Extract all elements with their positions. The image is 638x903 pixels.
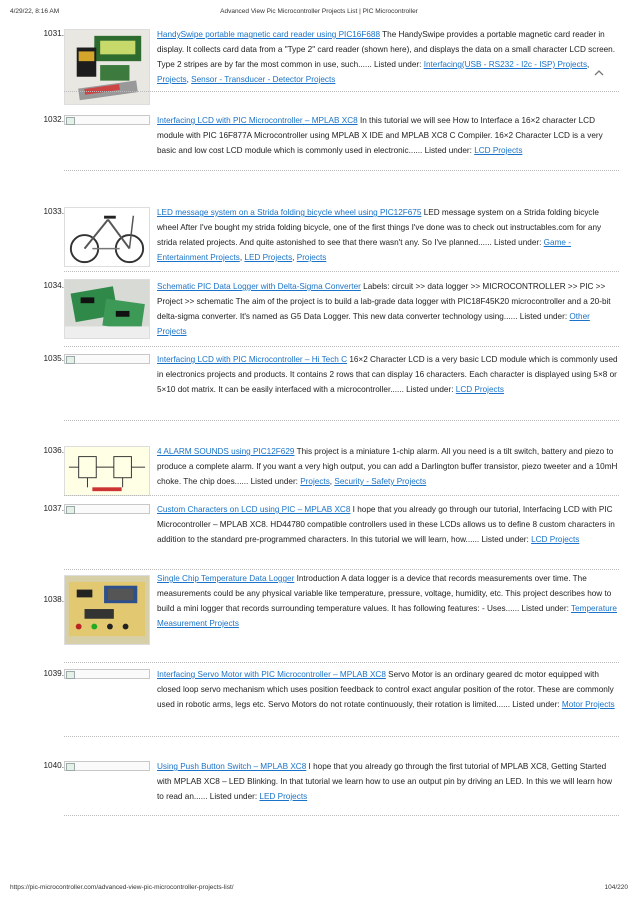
entry-divider	[64, 736, 619, 737]
category-link[interactable]: Temperature Measurement Projects	[157, 604, 617, 628]
project-title-link[interactable]: LED message system on a Strida folding bicycle wheel using PIC12F675	[157, 208, 422, 217]
category-link[interactable]: Game - Entertainment Projects	[157, 238, 571, 262]
project-title-link[interactable]: Interfacing LCD with PIC Microcontroller – MPLAB XC8	[157, 116, 358, 125]
entry-text	[157, 502, 619, 547]
entry-number: 1031.	[43, 29, 64, 38]
print-datetime: 4/29/22, 8:16 AM	[10, 8, 60, 15]
entry-number: 1033.	[43, 207, 64, 216]
entry-divider	[64, 346, 619, 347]
project-description: I hope that you already go through our tutorial, Interfacing LCD with PIC Microcontroller – MPLAB XC8. HD44780 compatible controllers used in these LCDs allows us to define 8 custom characters in addition to the standard pre-programmed characters. In this tutorial we will learn, how...... Listed under:	[157, 505, 615, 544]
category-link[interactable]: Sensor - Transducer - Detector Projects	[191, 75, 336, 84]
category-link[interactable]: LCD Projects	[455, 385, 504, 394]
project-title-link[interactable]: HandySwipe portable magnetic card reader using PIC16F688	[157, 30, 381, 39]
print-header	[0, 8, 638, 18]
print-title: Advanced View Pic Microcontroller Projects List | PIC Microcontroller	[220, 8, 418, 15]
project-thumbnail[interactable]	[64, 115, 150, 125]
entry-divider	[64, 495, 619, 496]
category-link[interactable]: LED Projects	[259, 792, 308, 801]
project-thumbnail[interactable]	[64, 575, 150, 645]
project-description: This project is a miniature 1-chip alarm. All you need is a tilt switch, battery and piezo to produce a complete alarm. If you want a very high output, you can add a Darlington buffer transistor, piezo tweeter and a 10mH choke. The chip does...... Listed under:	[157, 447, 618, 486]
entry-text	[157, 759, 619, 804]
project-title-link[interactable]: Interfacing Servo Motor with PIC Microcontroller – MPLAB XC8	[157, 670, 386, 679]
project-description: I hope that you already go through the first tutorial of MPLAB XC8, Getting Started with MPLAB XC8 – LED Blinking. In that tutorial we learn how to use an output pin by driving an LED. In this we will learn how to read an...... Listed under:	[157, 762, 613, 801]
entry-text: HandySwipe portable magnetic card reader using PIC16F688 The HandySwipe provides a portable magnetic card reader in display. It collects card data from a "Type 2" card reader (shown here), and displays the data on a small character LCD screen. Type 2 stripes are by far the most common in use, such...... Listed under: Interfacing(USB - RS232 - I2c - ISP) Projects, Projects, Sensor - Transducer - Detector Projects	[157, 30, 616, 84]
entry-number: 1039.	[43, 669, 64, 678]
data-logger-photo-icon	[65, 280, 149, 338]
category-link[interactable]: Motor Projects	[561, 700, 615, 709]
broken-image-icon	[66, 356, 75, 364]
entry-number: 1034.	[43, 281, 64, 290]
project-thumbnail[interactable]	[64, 279, 150, 339]
project-thumbnail[interactable]	[64, 446, 150, 496]
category-link[interactable]: Other Projects	[157, 312, 590, 336]
chevron-up-icon[interactable]	[594, 68, 604, 78]
entry-number: 1036.	[43, 446, 64, 455]
project-thumbnail[interactable]	[64, 207, 150, 267]
broken-image-icon	[66, 506, 75, 514]
entry-text	[157, 571, 619, 631]
category-link[interactable]: LED Projects	[244, 253, 293, 262]
entry-number: 1038.	[43, 595, 64, 604]
project-title-link[interactable]: 4 ALARM SOUNDS using PIC12F629	[157, 447, 295, 456]
entry-divider	[64, 91, 619, 92]
broken-image-icon	[66, 671, 75, 679]
project-thumbnail[interactable]	[64, 761, 150, 771]
entry-divider	[64, 662, 619, 663]
card-reader-photo-icon	[65, 30, 149, 104]
entry-number: 1040.	[43, 761, 64, 770]
category-link[interactable]: Security - Safety Projects	[334, 477, 427, 486]
broken-image-icon	[66, 763, 75, 771]
alarm-schematic-icon	[65, 447, 149, 495]
project-description: Servo Motor is an ordinary geared dc motor equipped with closed loop servo mechanism which uses position feedback to control exact angular position of the rotor. These are commonly used in robotic arms, legs etc. Servo Motors do not rotate continuously, their rotation is limited...... Listed under:	[157, 670, 614, 709]
broken-image-icon	[66, 117, 75, 125]
project-description: 16×2 Character LCD is a very basic LCD module which is commonly used in electronics projects and products. It contains 2 rows that can display 16 characters. Each character is displayed using 5×8 or 5×10 dot matrix. It can be easily interfaced with a microcontroller...... Listed under:	[157, 355, 618, 394]
project-title-link[interactable]: Single Chip Temperature Data Logger	[157, 574, 295, 583]
project-title-link[interactable]: Using Push Button Switch – MPLAB XC8	[157, 762, 307, 771]
entry-divider	[64, 815, 619, 816]
print-url: https://pic-microcontroller.com/advanced-view-pic-microcontroller-projects-list/	[10, 884, 234, 891]
print-page-number: 104/220	[604, 884, 628, 891]
project-title-link[interactable]: Interfacing LCD with PIC Microcontroller – Hi Tech C	[157, 355, 348, 364]
print-footer	[0, 884, 638, 894]
project-description: LED message system on a Strida folding bicycle wheel After I've bought my strida folding bicycle, one of the first things I've done was to check out instructables.com for any strida related projects. And quite astonished to see that there wasn't any. So I've planned...... Listed under:	[157, 208, 602, 247]
category-link[interactable]: LCD Projects	[531, 535, 580, 544]
entry-number: 1032.	[43, 115, 64, 124]
entry-divider	[64, 569, 619, 570]
category-link[interactable]: Projects	[296, 253, 327, 262]
project-thumbnail[interactable]	[64, 504, 150, 514]
bicycle-photo-icon	[65, 208, 149, 266]
entry-divider	[64, 271, 619, 272]
entry-number: 1035.	[43, 354, 64, 363]
category-link[interactable]: Projects	[300, 477, 330, 486]
project-thumbnail[interactable]	[64, 669, 150, 679]
project-description: The HandySwipe provides a portable magnetic card reader in display. It collects card data from a "Type 2" card reader (shown here), and displays the data on a small character LCD screen. Type 2 stripes are by far the most common in use, such...... Listed under:	[157, 30, 616, 69]
entry-text	[157, 279, 619, 339]
category-link[interactable]: Projects	[157, 75, 187, 84]
entry-text	[157, 113, 619, 158]
entry-text	[157, 667, 619, 712]
project-title-link[interactable]: Schematic PIC Data Logger with Delta-Sigma Converter	[157, 282, 361, 291]
entry-divider	[64, 420, 619, 421]
project-thumbnail[interactable]	[64, 354, 150, 364]
category-link[interactable]: Interfacing(USB - RS232 - I2c - ISP) Projects	[423, 60, 588, 69]
project-thumbnail[interactable]	[64, 29, 150, 105]
entry-number: 1037.	[43, 504, 64, 513]
project-description: In this tutorial we will see How to Interface a 16×2 character LCD module with PIC 16F877A Microcontroller using MPLAB X IDE and MPLAB XC8 C Compiler. 16×2 Character LCD is a very basic and low cost LCD module which is commonly used in electronic...... Listed under:	[157, 116, 603, 155]
entry-text: LED message system on a Strida folding bicycle wheel using PIC12F675 LED message system on a Strida folding bicycle wheel After I've bought my strida folding bicycle, one of the first things I've done was to check out instructables.com for any strida related projects. And quite astonished to see that there wasn't any. So I've planned...... Listed under: Game - Entertainment Projects, LED Projects, Projects	[157, 208, 602, 262]
entry-divider	[64, 170, 619, 171]
temperature-logger-photo-icon	[65, 576, 149, 644]
project-description: Labels: circuit >> data logger >> MICROCONTROLLER >> PIC >> Project >> schematic The aim of the project is to build a lab-grade data logger with PIC18F45K20 microcontroller and a 20-bit delta-sigma converter. It's named as G5 Data Logger. This new data converter technology using...... Listed under:	[157, 282, 611, 321]
category-link[interactable]: LCD Projects	[474, 146, 523, 155]
entry-text	[157, 352, 619, 397]
project-description: Introduction A data logger is a device that records measurements over time. The measurements could be any physical variable like temperature, pressure, voltage, humidity, etc. This project describes how to build a mini logger that records surrounding temperature values. It has following features: - Uses...... Listed under:	[157, 574, 612, 613]
entry-text: 4 ALARM SOUNDS using PIC12F629 This project is a miniature 1-chip alarm. All you need is a tilt switch, battery and piezo to produce a complete alarm. If you want a very high output, you can add a Darlington buffer transistor, piezo tweeter and a 10mH choke. The chip does...... Listed under: Projects, Security - Safety Projects	[157, 447, 618, 486]
project-title-link[interactable]: Custom Characters on LCD using PIC – MPLAB XC8	[157, 505, 351, 514]
